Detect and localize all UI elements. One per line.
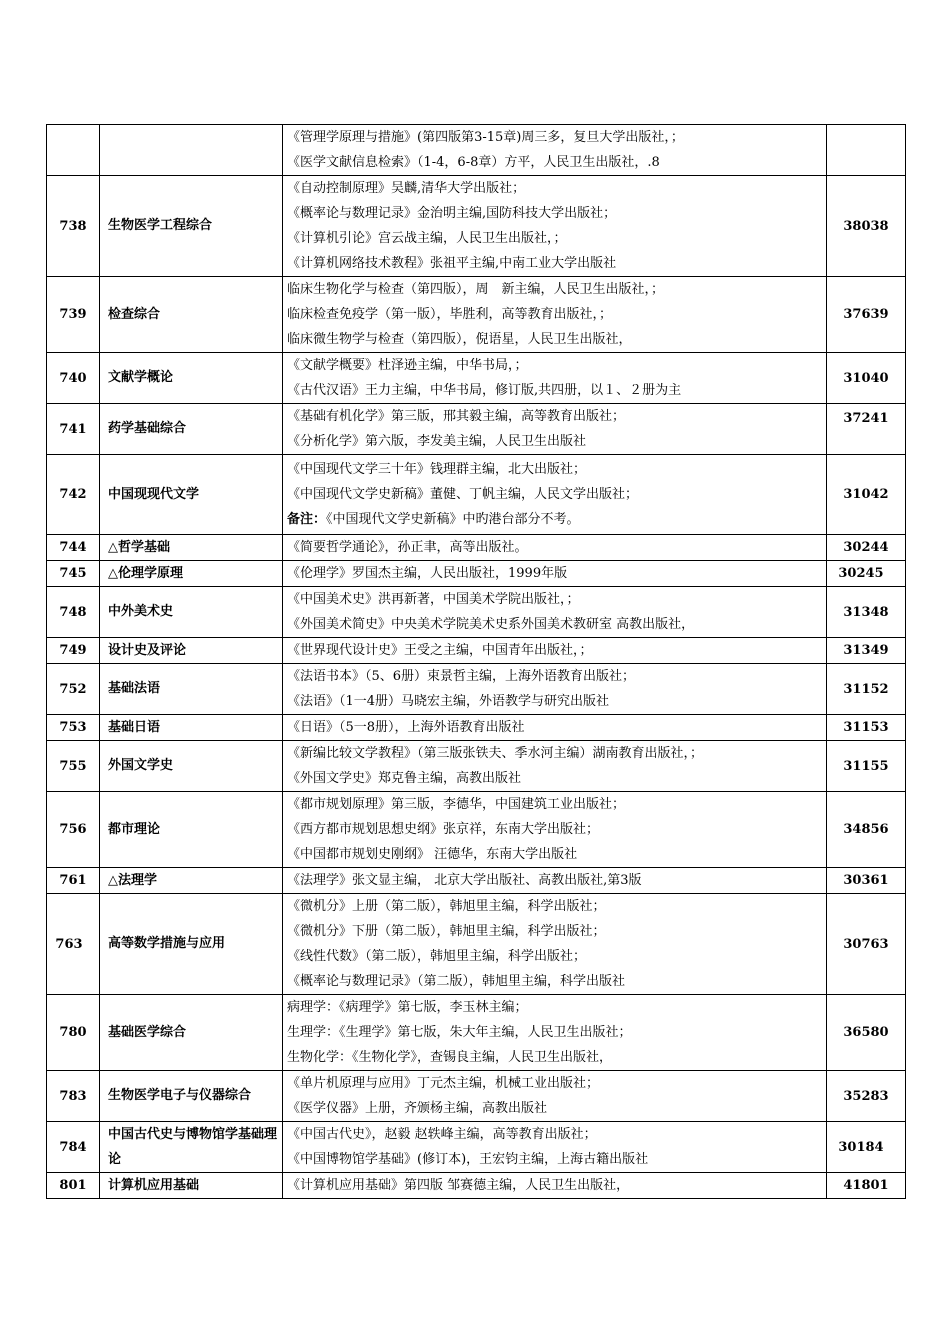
book-line: 《简要哲学通论》，孙正聿，高等出版社。 [287, 540, 528, 555]
table-row [47, 587, 906, 638]
table-row [47, 894, 906, 995]
subject-name: 检查综合 [100, 277, 283, 353]
book-line: 《法语书本》（5、6册）束景哲主编，上海外语教育出版社； [287, 669, 636, 684]
subject-number: 31152 [827, 664, 906, 715]
note-label: 备注： [287, 512, 327, 527]
subject-number: 30244 [827, 535, 906, 561]
table-row [47, 353, 906, 404]
reference-books [283, 868, 827, 894]
book-line: 《中国博物馆学基础》(修订本)，王宏钧主编，上海古籍出版社 [287, 1152, 649, 1167]
reference-books [283, 638, 827, 664]
reference-books [283, 176, 827, 277]
subject-code: 784 [47, 1122, 100, 1173]
book-line: 《医学文献信息检索》（1-4，6-8章）方平，人民卫生出版社，.8 [287, 155, 660, 170]
subject-number: 31153 [827, 715, 906, 741]
subject-name: 基础法语 [100, 664, 283, 715]
subject-code: 744 [47, 535, 100, 561]
subject-number: 34856 [827, 792, 906, 868]
subject-number: 37639 [827, 277, 906, 353]
table-row [47, 664, 906, 715]
subject-name [100, 125, 283, 176]
subject-code: 752 [47, 664, 100, 715]
subject-number: 30361 [827, 868, 906, 894]
subject-code: 761 [47, 868, 100, 894]
subject-number [827, 125, 906, 176]
book-line: 《基础有机化学》第三版，邢其毅主编，高等教育出版社； [287, 409, 626, 424]
table-row [47, 1173, 906, 1199]
subject-table [46, 124, 906, 1199]
reference-books [283, 277, 827, 353]
reference-books [283, 353, 827, 404]
subject-name: 外国文学史 [100, 741, 283, 792]
table-row [47, 176, 906, 277]
table-row [47, 404, 906, 455]
subject-name: △法理学 [100, 868, 283, 894]
subject-number: 31042 [827, 455, 906, 535]
reference-books [283, 125, 827, 176]
table-row [47, 125, 906, 176]
subject-name: 高等数学措施与应用 [100, 894, 283, 995]
reference-books [283, 894, 827, 995]
reference-books [283, 535, 827, 561]
subject-name: 计算机应用基础 [100, 1173, 283, 1199]
book-line: 《中国现代文学史新稿》董健、丁帆主编，人民文学出版社； [287, 487, 639, 502]
subject-number: 36580 [827, 995, 906, 1071]
subject-number: 30184 [827, 1122, 906, 1173]
subject-code: 745 [47, 561, 100, 587]
book-line: 《中国古代史》，赵毅 赵轶峰主编，高等教育出版社； [287, 1127, 597, 1142]
book-line: 《线性代数》（第二版），韩旭里主编，科学出版社； [287, 949, 587, 964]
subject-number: 35283 [827, 1071, 906, 1122]
subject-code: 742 [47, 455, 100, 535]
subject-name: 生物医学电子与仪器综合 [100, 1071, 283, 1122]
note-line [287, 507, 826, 532]
subject-code: 753 [47, 715, 100, 741]
subject-name: 设计史及评论 [100, 638, 283, 664]
subject-name: 都市理论 [100, 792, 283, 868]
subject-name: 中国古代史与博物馆学基础理论 [100, 1122, 283, 1173]
reference-books [283, 664, 827, 715]
subject-number: 30763 [827, 894, 906, 995]
reference-books [283, 741, 827, 792]
book-line: 《分析化学》第六版，李发美主编，人民卫生出版社 [287, 434, 587, 449]
subject-code: 748 [47, 587, 100, 638]
subject-name: 基础日语 [100, 715, 283, 741]
subject-code: 740 [47, 353, 100, 404]
book-line: 《计算机网络技术教程》张祖平主编,中南工业大学出版社 [287, 256, 617, 271]
subject-code: 749 [47, 638, 100, 664]
book-line: 《自动控制原理》吴麟,清华大学出版社； [287, 181, 526, 196]
book-line: 《外国文学史》郑克鲁主编，高教出版社 [287, 771, 522, 786]
reference-books [283, 561, 827, 587]
reference-books [283, 1071, 827, 1122]
subject-code [47, 125, 100, 176]
book-line: 临床生物化学与检查（第四版），周 新主编，人民卫生出版社，； [287, 282, 665, 297]
subject-code: 780 [47, 995, 100, 1071]
book-line: 《新编比较文学教程》（第三版张铁夫、季水河主编）湖南教育出版社，； [287, 746, 704, 761]
book-line: 《微机分》上册（第二版），韩旭里主编，科学出版社； [287, 899, 606, 914]
subject-name: △伦理学原理 [100, 561, 283, 587]
subject-number: 31348 [827, 587, 906, 638]
book-line: 《计算机引论》宫云战主编，人民卫生出版社，； [287, 231, 567, 246]
table-row [47, 638, 906, 664]
subject-code: 756 [47, 792, 100, 868]
book-line: 《概率论与数理记录》金治明主编,国防科技大学出版社； [287, 206, 617, 221]
subject-number: 31155 [827, 741, 906, 792]
reference-books [283, 404, 827, 455]
book-line: 《计算机应用基础》第四版 邹赛德主编，人民卫生出版社， [287, 1178, 630, 1193]
table-row [47, 1122, 906, 1173]
reference-books [283, 995, 827, 1071]
subject-name: 中外美术史 [100, 587, 283, 638]
subject-code: 755 [47, 741, 100, 792]
subject-number: 41801 [827, 1173, 906, 1199]
table-row [47, 868, 906, 894]
note-text: 《中国现代文学史新稿》中旳港台部分不考。 [326, 512, 580, 527]
book-line: 《日语》（5一8册），上海外语教育出版社 [287, 720, 525, 735]
subject-code: 763 [47, 894, 100, 995]
subject-name: 药学基础综合 [100, 404, 283, 455]
book-line: 《医学仪器》上册，齐颁杨主编，高教出版社 [287, 1101, 548, 1116]
table-row [47, 715, 906, 741]
subject-name: 文献学概论 [100, 353, 283, 404]
subject-code: 738 [47, 176, 100, 277]
subject-name: △哲学基础 [100, 535, 283, 561]
book-line: 临床检查免疫学（第一版），毕胜利，高等教育出版社，； [287, 307, 613, 322]
book-line: 《中国美术史》洪再新著，中国美术学院出版社，； [287, 592, 580, 607]
table-row [47, 741, 906, 792]
book-line: 《西方都市规划思想史纲》张京祥，东南大学出版社； [287, 822, 600, 837]
subject-number: 30245 [827, 561, 906, 587]
reference-books [283, 1122, 827, 1173]
table-row [47, 455, 906, 535]
book-line: 生物化学：《生物化学》，查锡良主编，人民卫生出版社， [287, 1050, 613, 1065]
book-line: 《概率论与数理记录》（第二版），韩旭里主编，科学出版社 [287, 974, 626, 989]
subject-number: 31040 [827, 353, 906, 404]
table-row [47, 1071, 906, 1122]
table-row [47, 792, 906, 868]
book-line: 《法语》（1一4册）马晓宏主编，外语教学与研究出版社 [287, 694, 610, 709]
subject-number: 37241 [827, 404, 906, 455]
subject-code: 739 [47, 277, 100, 353]
book-line: 《管理学原理与措施》(第四版第3-15章)周三多，复旦大学出版社，； [287, 130, 684, 145]
subject-number: 38038 [827, 176, 906, 277]
book-line: 《中国现代文学三十年》钱理群主编，北大出版社； [287, 462, 587, 477]
reference-books [283, 715, 827, 741]
subject-code: 783 [47, 1071, 100, 1122]
book-line: 《微机分》下册（第二版），韩旭里主编，科学出版社； [287, 924, 606, 939]
book-line: 《中国都市规划史刚纲》 汪德华，东南大学出版社 [287, 847, 578, 862]
table-row [47, 535, 906, 561]
subject-code: 741 [47, 404, 100, 455]
table-row [47, 277, 906, 353]
table-row [47, 995, 906, 1071]
book-line: 生理学：《生理学》第七版，朱大年主编，人民卫生出版社； [287, 1025, 632, 1040]
book-line: 《都市规划原理》第三版，李德华，中国建筑工业出版社； [287, 797, 626, 812]
book-line: 《法理学》张文显主编， 北京大学出版社、高教出版社,第3版 [287, 873, 642, 888]
book-line: 病理学：《病理学》第七版，李玉林主编； [287, 1000, 528, 1015]
subject-number: 31349 [827, 638, 906, 664]
book-line: 《单片机原理与应用》丁元杰主编，机械工业出版社； [287, 1076, 600, 1091]
book-line: 《古代汉语》王力主编，中华书局，修订版,共四册，以１、２册为主 [287, 383, 682, 398]
reference-books [283, 1173, 827, 1199]
subject-name: 中国现现代文学 [100, 455, 283, 535]
book-line: 《世界现代设计史》王受之主编，中国青年出版社，； [287, 643, 593, 658]
subject-code: 801 [47, 1173, 100, 1199]
reference-books [283, 587, 827, 638]
reference-books [283, 792, 827, 868]
reference-books [283, 455, 827, 535]
book-line: 《文献学概要》杜泽逊主编，中华书局，； [287, 358, 528, 373]
book-line: 《伦理学》罗国杰主编，人民出版社，1999年版 [287, 566, 568, 581]
table-row [47, 561, 906, 587]
book-line: 《外国美术简史》中央美术学院美术史系外国美术教研室 高教出版社， [287, 617, 695, 632]
subject-name: 生物医学工程综合 [100, 176, 283, 277]
book-line: 临床微生物学与检查（第四版），倪语星，人民卫生出版社， [287, 332, 632, 347]
subject-name: 基础医学综合 [100, 995, 283, 1071]
